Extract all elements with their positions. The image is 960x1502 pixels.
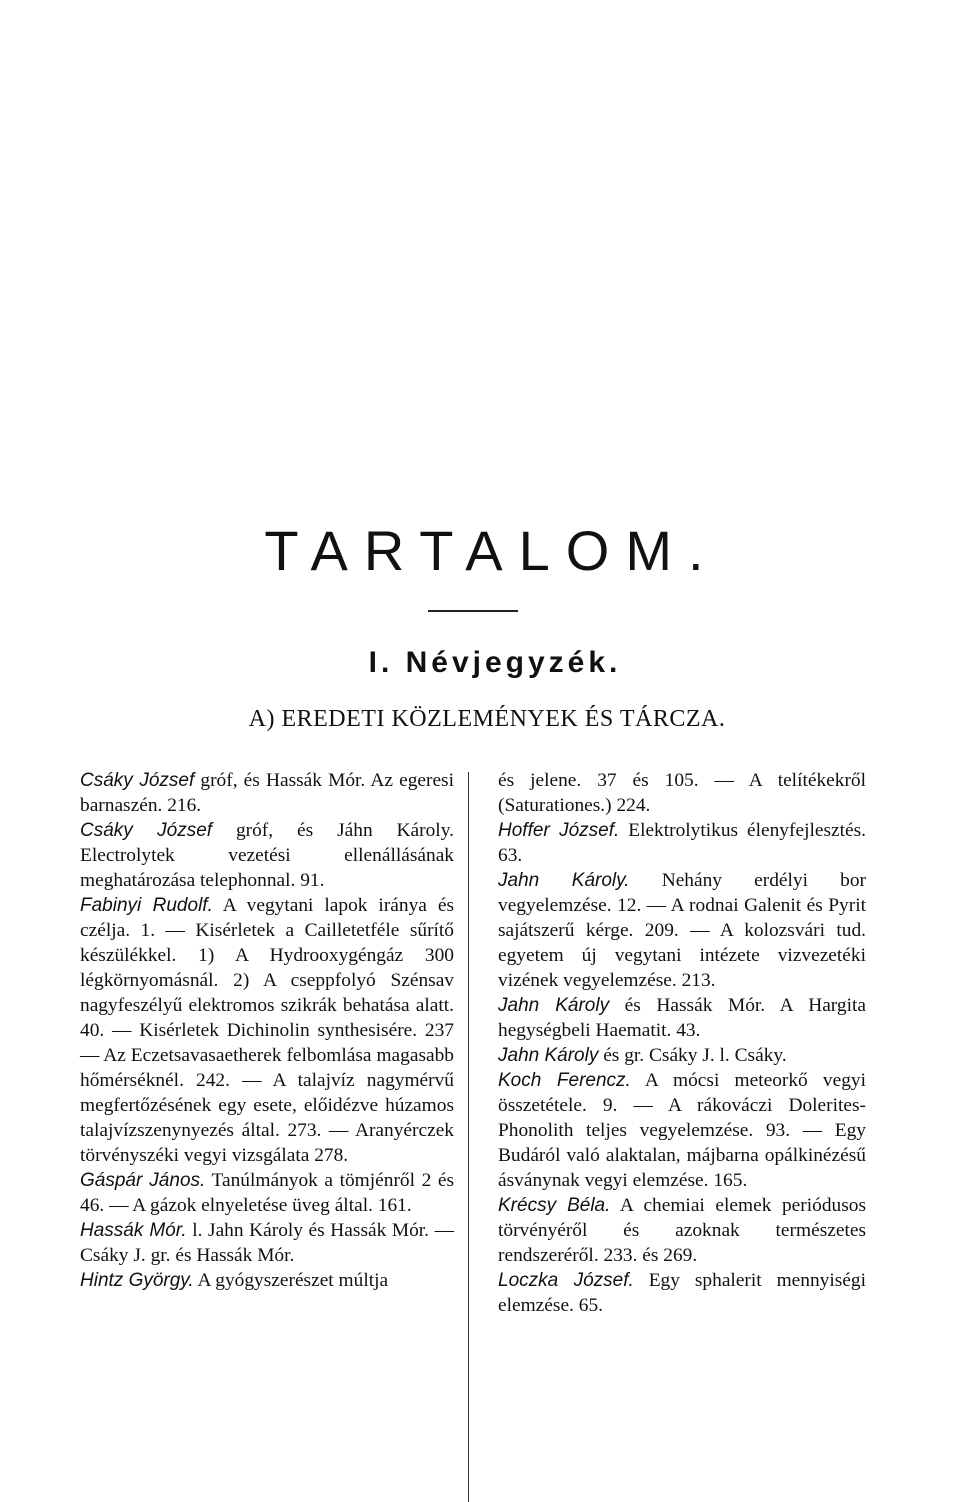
index-entry [64,768,454,818]
entry-text: Tanúlmányok a tömjénről 2 és 46. — A gázok elnyeletése üveg által. 161. [80,1170,454,1216]
entry-author: Hoffer József. [498,820,620,841]
column-divider [468,772,469,1502]
entry-author: Fabinyi Rudolf. [80,895,213,916]
subsection-title: A) EREDETI KÖZLEMÉNYEK ÉS TÁRCZA. [248,706,726,732]
entry-author: Jahn Károly [498,995,610,1016]
entry-author: Koch Ferencz. [498,1070,631,1091]
index-entry [64,1218,454,1268]
index-entry [482,1068,866,1193]
index-entry [64,1268,454,1293]
index-entry [482,1268,866,1318]
title-rule [428,610,518,612]
entry-author: Krécsy Béla. [498,1195,611,1216]
left-column [64,768,454,1293]
entry-text: Nehány erdélyi bor vegyelemzése. 12. — A rodnai Galenit és Pyrit sajátszerű kérge. 209. — A kolozsvári tud. egyetem új vegytani intézete vizvezetéki vizének vegyelemzése. 213. [498,870,867,991]
entry-text: A gyógyszerészet múltja [193,1270,389,1291]
entry-author: Loczka József. [498,1270,634,1291]
entry-text: gróf, és Jáhn Károly. Electrolytek vezetési ellenállásának meghatározása telephonnal. 91. [80,820,454,891]
entry-author: Jahn Károly [498,1045,599,1066]
index-entry [64,893,454,1168]
entry-author: Csáky József [80,770,195,791]
entry-text: Elektrolytikus élenyfejlesztés. 63. [498,820,866,866]
entry-text: A mócsi meteorkő vegyi összetétele. 9. — A rákováczi Dolerites-Phonolith teljes vegyelemzése. 93. — Egy Budáról való alaktalan, májbarna opálkinézésű ásványnak vegyi elemzése. 165. [498,1070,866,1191]
index-entry [482,768,866,818]
entry-text: és jelene. 37 és 105. — A telítékekről (Saturationes.) 224. [498,770,866,816]
entry-text: Egy sphalerit mennyiségi elemzése. 65. [498,1270,866,1316]
entry-text: gróf, és Hassák Mór. Az egeresi barnaszén. 216. [80,770,454,816]
entry-text: A chemiai elemek periódusos törvényéről és azoknak természetes rendszeréről. 233. és 269. [498,1195,866,1266]
section-title: I. Névjegyzék. [368,646,622,679]
index-entry [482,1193,866,1268]
entry-text: és gr. Csáky J. l. Csáky. [598,1045,787,1066]
entry-text: l. Jahn Károly és Hassák Mór. — Csáky J. gr. és Hassák Mór. [80,1220,454,1266]
page-title: TARTALOM. [264,519,720,582]
index-entry [482,868,866,993]
entry-author: Hintz György. [80,1270,194,1291]
entry-text: és Hassák Mór. A Hargita hegységbeli Haematit. 43. [498,995,866,1041]
entry-text: A vegytani lapok iránya és czélja. 1. — Kisérletek a Cailletetféle sűrítő készülékkel. 1) A Hydrooxygéngáz 300 légkörnyomásnál. 2) A cseppfolyó Szénsav nagyfeszélyű elektromos szikrák behatása alatt. 40. — Kisérletek Dichinolin synthesisére. 237 — Az Eczetsavasaetherek felbomlása magasabb hőmérséknél. 242. — A talajvíz nagymérvű megfertőzésének egy esete, előidézve húzamos talajvízszenynyezés által. 273. — Aranyérczek törvényszéki vegyi vizsgálata 278. [80,895,454,1166]
entry-author: Gáspár János. [80,1170,206,1191]
index-entry [482,1043,866,1068]
index-entry [64,1168,454,1218]
index-entry [64,818,454,893]
entry-author: Csáky József [80,820,213,841]
index-entry [482,818,866,868]
entry-author: Hassák Mór. [80,1220,187,1241]
entry-author: Jahn Károly. [498,870,630,891]
index-entry [482,993,866,1043]
right-column [482,768,866,1318]
